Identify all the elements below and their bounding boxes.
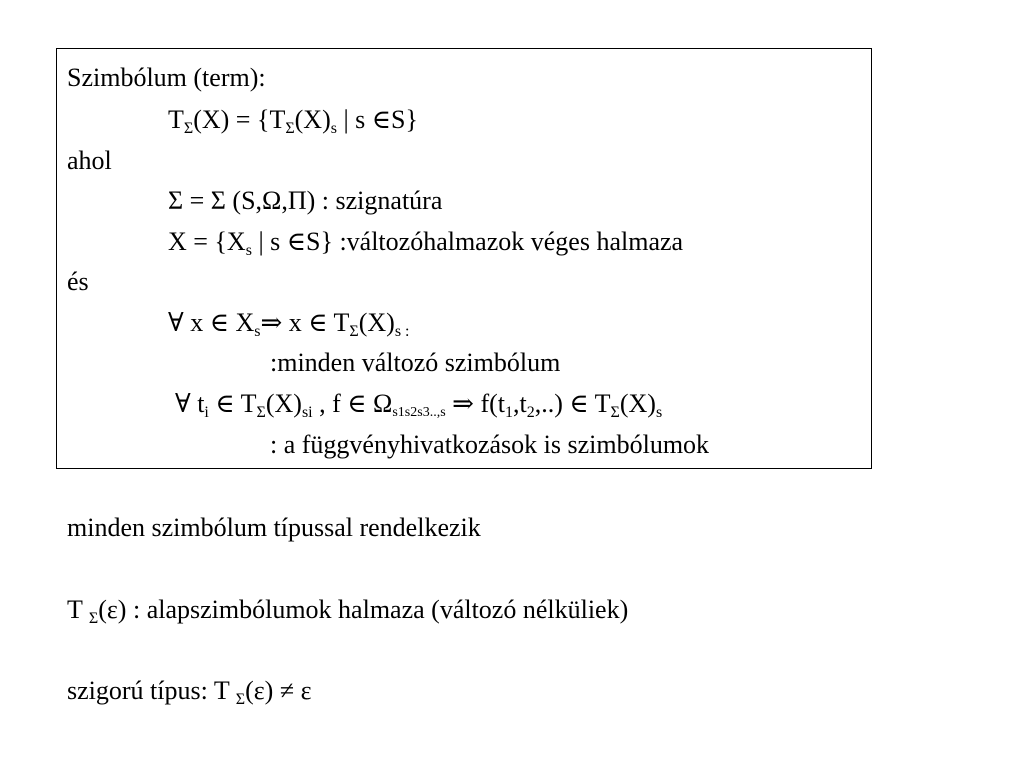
typed-symbols-statement: minden szimbólum típussal rendelkezik <box>67 513 481 542</box>
variable-rule-formula: ∀ x ∈ $X_s\Rightarrow$ x ∈ $T_\Sigma(X)_{s :}$ <box>168 308 410 340</box>
variable-sets-formula: $X = \{X_s$ | s ∈S} :változóhalmazok véges halmaza <box>168 227 684 259</box>
strict-type-statement: szigorú típus: T $_\Sigma$(ε) ≠ ε <box>67 676 312 708</box>
variable-rule-comment: :minden változó szimbólum <box>270 348 561 377</box>
function-rule-formula: ∀ $t_i$ ∈ $T_\Sigma(X)_{si}$ , f ∈ $\Omega_{s1s2s3..,s}$ ⇒ $f(t_1,t_2,..)$ ∈ $T_\Sigma(X)_s$ <box>175 389 663 421</box>
where-label: ahol <box>67 146 112 175</box>
and-label: és <box>67 267 89 296</box>
function-rule-comment: : a függvényhivatkozások is szimbólumok <box>270 430 710 459</box>
term-heading: Szimbólum (term): <box>67 63 266 92</box>
ground-terms-statement: T $_\Sigma$(ε) : alapszimbólumok halmaza (változó nélküliek) <box>67 595 629 627</box>
signature-formula: Σ = Σ (S,Ω,Π) : szignatúra <box>168 186 443 215</box>
term-definition-formula: $T_\Sigma(X) = \{T_\Sigma(X)_s$ | s ∈S} <box>168 105 418 137</box>
